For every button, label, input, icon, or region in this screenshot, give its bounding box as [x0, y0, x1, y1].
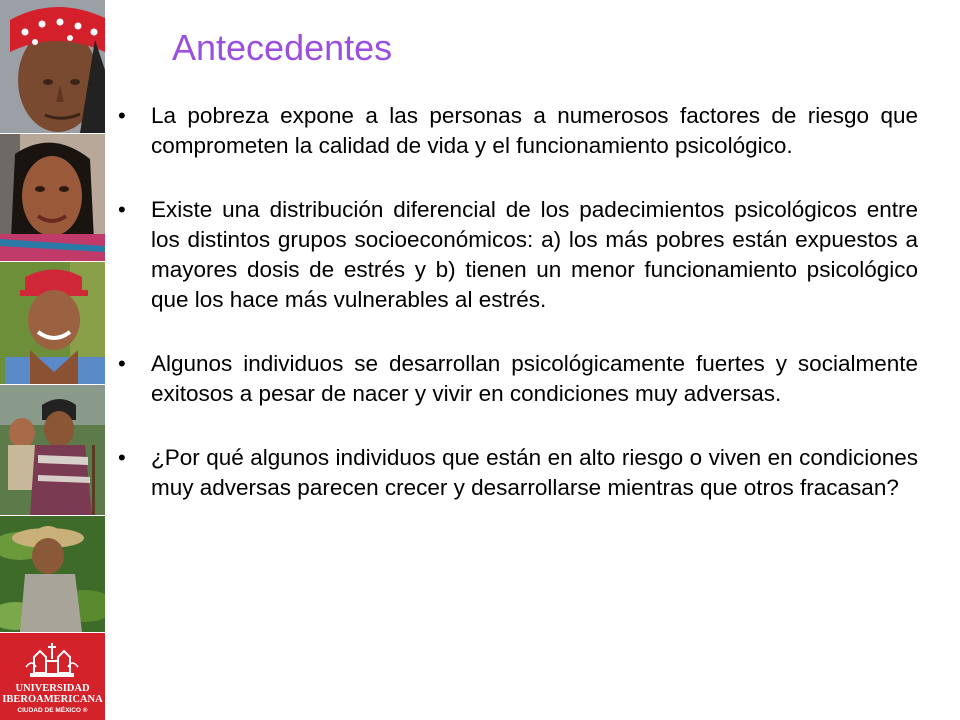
bullet-item [118, 349, 918, 409]
bullet-icon: • [118, 197, 126, 222]
bullet-item [118, 195, 918, 315]
bullet-item [118, 443, 918, 503]
university-emblem-icon [22, 639, 82, 683]
bullet-icon: • [118, 445, 126, 470]
photo-woman-with-child [0, 385, 105, 515]
photo-man-straw-hat [0, 516, 105, 632]
bullet-list [118, 101, 918, 537]
photo-sidebar [0, 0, 105, 720]
photo-smiling-woman [0, 134, 105, 261]
bullet-item [118, 101, 918, 161]
logo-text-line-2: IBEROAMERICANA [2, 694, 103, 705]
photo-man-red-cap [0, 262, 105, 384]
logo-text-line-3: CIUDAD DE MÉXICO ® [17, 707, 88, 714]
bullet-text: ¿Por qué algunos individuos que están en alto riesgo o viven en condiciones muy adversas parecen crecer y desarrollarse mientras que otros fracasan? [151, 445, 918, 500]
bullet-text: Algunos individuos se desarrollan psicológicamente fuertes y socialmente exitosos a pesar de nacer y vivir en condiciones muy adversas. [151, 351, 918, 406]
university-logo [0, 633, 105, 720]
logo-text-line-1: UNIVERSIDAD [15, 683, 90, 694]
bullet-text: Existe una distribución diferencial de los padecimientos psicológicos entre los distintos grupos socioeconómicos: a) los más pobres están expuestos a mayores dosis de estrés y b) tienen un menor funcionamiento psicológico que los hace más vulnerables al estrés. [151, 197, 918, 312]
photo-elder-man-red-headband [0, 0, 105, 133]
bullet-icon: • [118, 103, 126, 128]
slide-title: Antecedentes [172, 27, 393, 68]
bullet-icon: • [118, 351, 126, 376]
bullet-text: La pobreza expone a las personas a numerosos factores de riesgo que comprometen la calidad de vida y el funcionamiento psicológico. [151, 103, 918, 158]
